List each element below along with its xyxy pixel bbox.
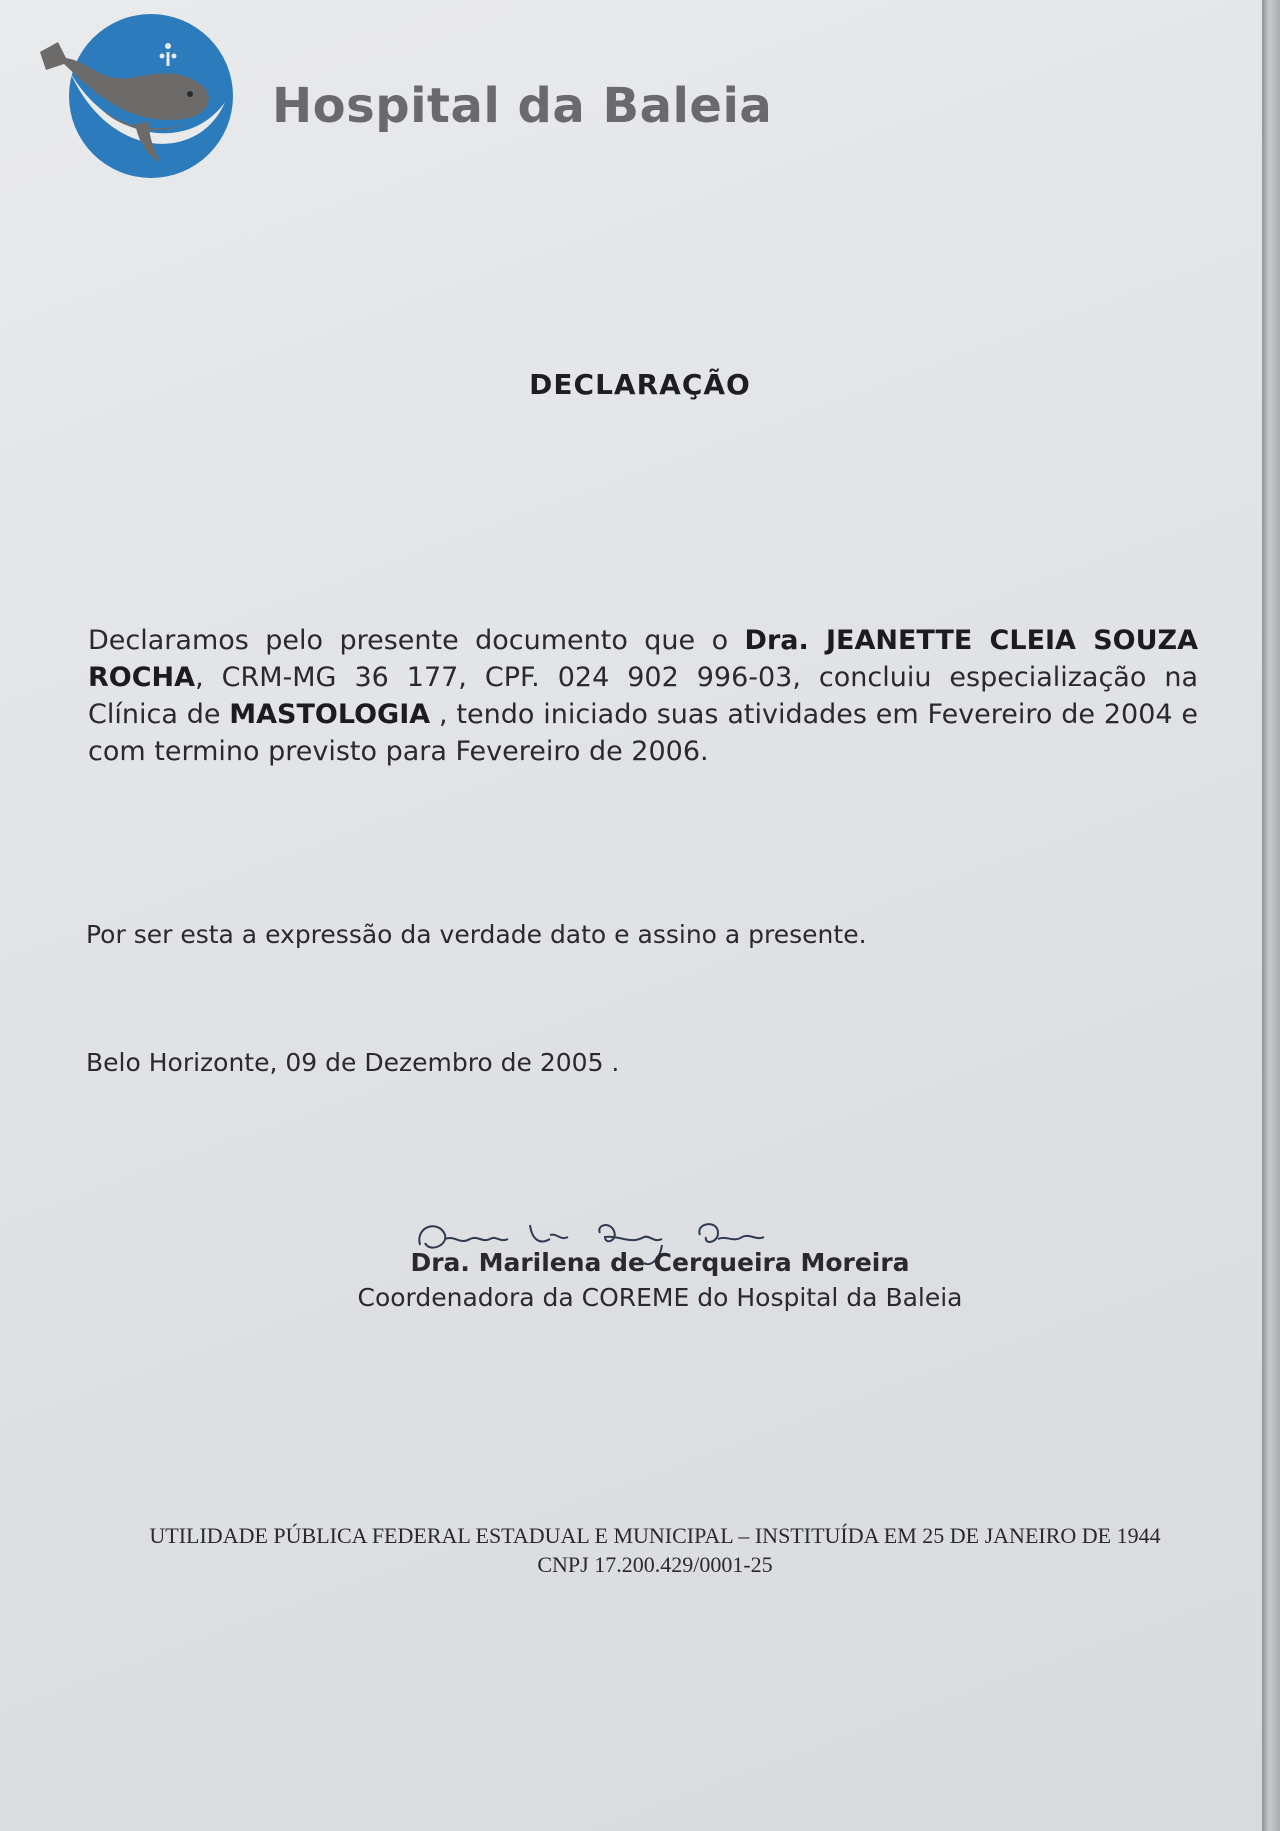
body-text-part1: Declaramos pelo presente documento que o <box>88 625 745 656</box>
doctor-name: Dra. JEANETTE CLEIA SOUZA ROCHA <box>88 625 1198 693</box>
declaration-paragraph <box>88 622 1198 770</box>
place-date: Belo Horizonte, 09 de Dezembro de 2005 . <box>86 1048 620 1077</box>
specialty-name: MASTOLOGIA <box>229 699 431 730</box>
body-text-part3: , tendo iniciado suas atividades em Fevereiro de 2004 e com termino previsto para Fevereiro de 2006. <box>88 699 1198 767</box>
footer-cnpj: CNPJ 17.200.429/0001-25 <box>537 1552 773 1577</box>
hospital-brand-name: Hospital da Baleia <box>272 78 773 134</box>
document-title: DECLARAÇÃO <box>529 368 751 401</box>
whale-logo-icon <box>40 12 245 180</box>
footer-institution-line: UTILIDADE PÚBLICA FEDERAL ESTADUAL E MUNICIPAL – INSTITUÍDA EM 25 DE JANEIRO DE 1944 <box>149 1523 1161 1548</box>
statement-text: Por ser esta a expressão da verdade dato e assino a presente. <box>86 920 867 949</box>
signer-role: Coordenadora da COREME do Hospital da Baleia <box>357 1283 963 1312</box>
page-edge <box>1262 0 1280 1831</box>
signer-name: Dra. Marilena de Cerqueira Moreira <box>410 1248 910 1277</box>
body-text-part2: , CRM-MG 36 177, CPF. 024 902 996-03, concluiu especialização na Clínica de <box>88 662 1198 730</box>
